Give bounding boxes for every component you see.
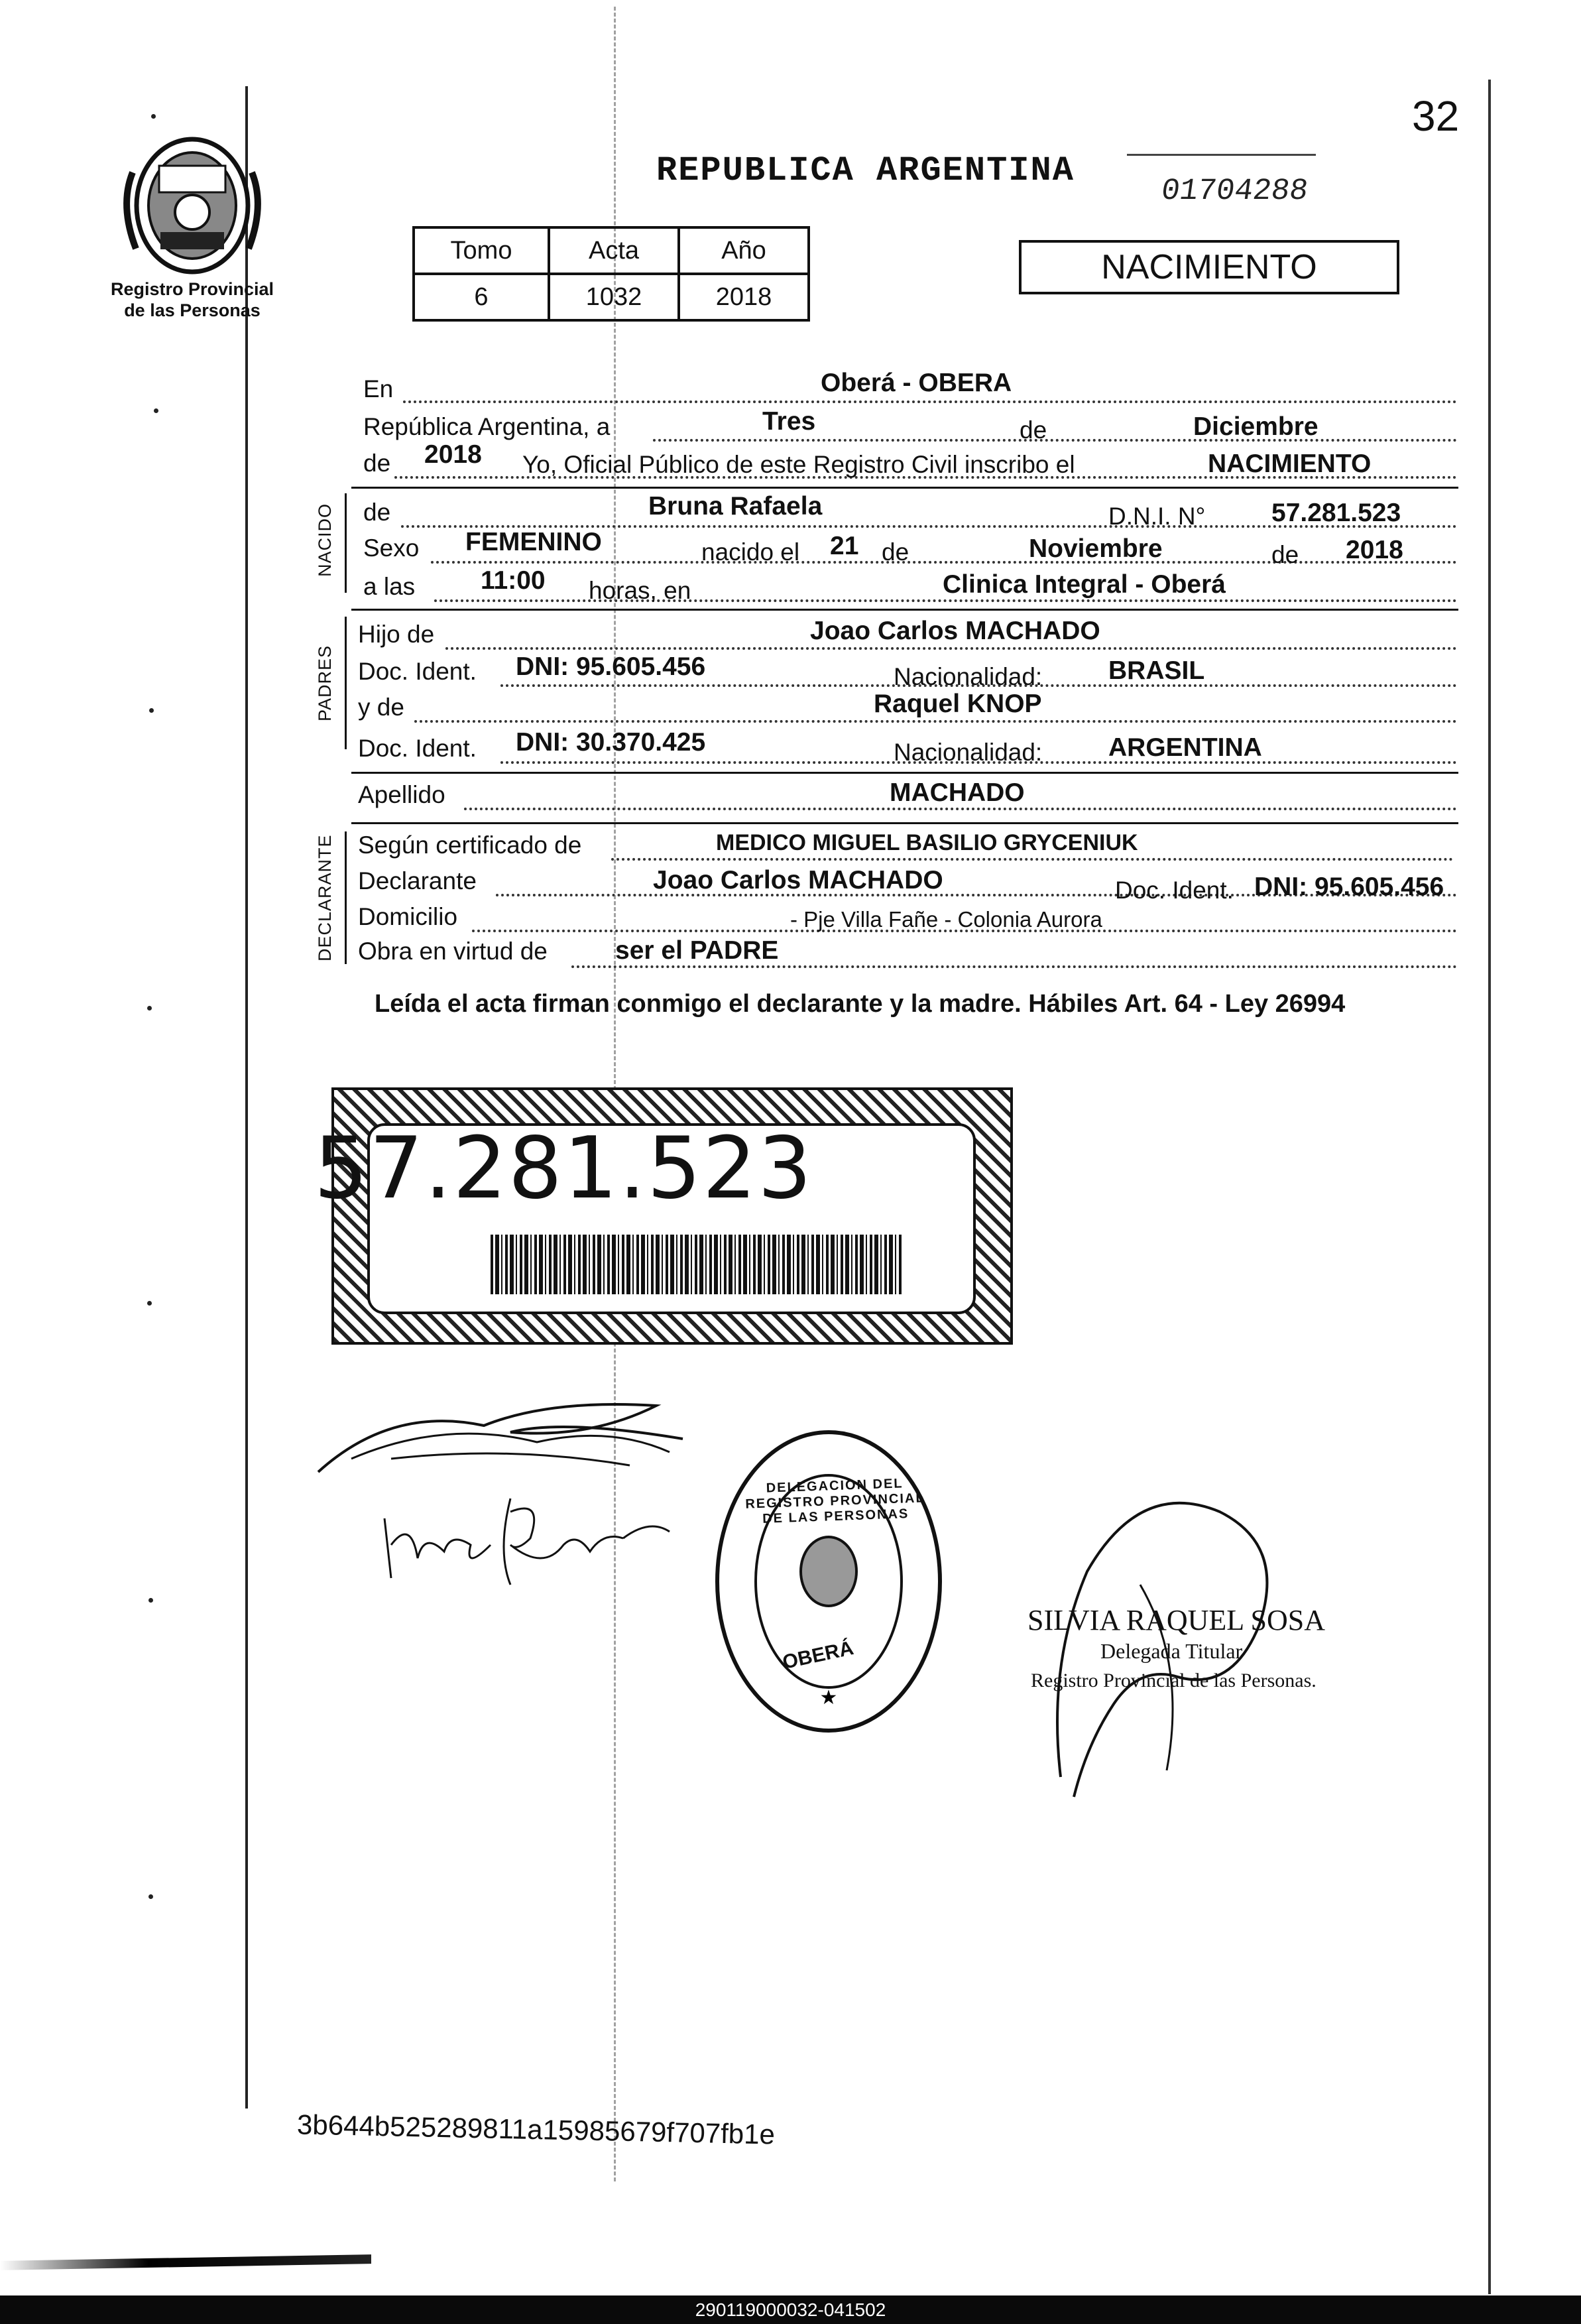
declarante-section-label: DECLARANTE <box>315 834 335 961</box>
dotted-leader <box>653 439 1457 442</box>
dotted-leader <box>414 720 1457 723</box>
logo-caption <box>80 278 305 321</box>
certificado-label: Según certificado de <box>358 831 582 859</box>
declarante-label: Declarante <box>358 867 477 894</box>
value-tomo: 6 <box>414 274 549 320</box>
father-name-value: Joao Carlos MACHADO <box>810 617 1100 645</box>
birth-month-value: Noviembre <box>1029 534 1163 563</box>
document-hash: 3b644b525289811a15985679f707fb1e <box>296 2109 776 2150</box>
dotted-leader <box>611 858 1453 861</box>
apellido-label: Apellido <box>358 781 445 808</box>
child-name-value: Bruna Rafaela <box>648 492 823 520</box>
hour-value: 11:00 <box>481 566 546 595</box>
y-de-label: y de <box>358 694 404 721</box>
dotted-leader <box>464 808 1457 810</box>
certificado-value: MEDICO MIGUEL BASILIO GRYCENIUK <box>716 830 1138 855</box>
page-number: 32 <box>1412 92 1460 140</box>
svg-text:★: ★ <box>819 1686 838 1709</box>
obra-label: Obra en virtud de <box>358 938 548 965</box>
en-label: En <box>363 375 394 402</box>
section-rule <box>351 609 1458 611</box>
value-ano: 2018 <box>679 274 809 320</box>
dotted-leader <box>431 561 1457 564</box>
official-seal <box>709 1426 948 1737</box>
section-rule <box>351 772 1458 774</box>
birth-place-value: Clinica Integral - Oberá <box>943 570 1226 599</box>
record-type-box: NACIMIENTO <box>1019 240 1399 294</box>
mother-nacionalidad-label: Nacionalidad: <box>894 739 1043 766</box>
nacido-el-label: nacido el <box>701 538 800 566</box>
footer-code: 290119000032-041502 <box>0 2295 1581 2324</box>
place-value: Oberá - OBERA <box>821 369 1012 397</box>
nacido-de-label: de <box>363 499 391 526</box>
header-tomo: Tomo <box>414 227 549 274</box>
registry-table <box>412 226 810 322</box>
dotted-leader <box>403 400 1457 403</box>
domicilio-label: Domicilio <box>358 903 458 930</box>
day-words-value: Tres <box>762 407 816 436</box>
nacido-section-label: NACIDO <box>315 503 335 577</box>
closing-text: Leída el acta firman conmigo el declarante y la madre. Hábiles Art. 64 - Ley 26994 <box>375 990 1346 1018</box>
scan-dot <box>148 1894 153 1899</box>
seal-city: OBERÁ <box>780 1637 856 1674</box>
dni-stamp-number: 57.281.523 <box>314 1119 813 1218</box>
document-title: REPUBLICA ARGENTINA <box>656 151 1075 190</box>
de-label-2: de <box>363 450 391 477</box>
scan-dot <box>149 708 154 713</box>
header-ano: Año <box>679 227 809 274</box>
mother-name-value: Raquel KNOP <box>874 690 1042 718</box>
republica-label: República Argentina, a <box>363 413 611 440</box>
padres-section-label: PADRES <box>315 644 335 721</box>
birth-de-label-2: de <box>1271 541 1299 568</box>
scan-dot <box>154 408 158 413</box>
header-acta: Acta <box>549 227 679 274</box>
officer-office: Registro Provincial de las Personas. <box>1031 1670 1317 1691</box>
month-value: Diciembre <box>1193 412 1318 441</box>
registry-table-header <box>414 227 809 274</box>
sexo-value: FEMENINO <box>465 528 602 556</box>
officer-name: SILVIA RAQUEL SOSA <box>1027 1604 1326 1636</box>
oficial-text: Yo, Oficial Público de este Registro Civil inscribo el <box>522 451 1075 478</box>
scan-dot <box>148 1598 153 1603</box>
scan-dot <box>151 114 156 119</box>
declarante-name-value: Joao Carlos MACHADO <box>653 866 943 894</box>
father-doc-value: DNI: 95.605.456 <box>516 652 706 681</box>
officer-role: Delegada Titular <box>1100 1639 1243 1663</box>
barcode <box>491 1235 902 1294</box>
father-nationality-value: BRASIL <box>1108 656 1205 685</box>
serial-number: 01704288 <box>1159 174 1311 208</box>
domicilio-value: - Pje Villa Fañe - Colonia Aurora <box>790 907 1102 932</box>
child-dni-value: 57.281.523 <box>1271 499 1401 527</box>
dotted-leader <box>571 965 1457 968</box>
father-doc-label: Doc. Ident. <box>358 658 477 685</box>
declarante-doc-value: DNI: 95.605.456 <box>1254 873 1444 901</box>
a-las-label: a las <box>363 573 416 600</box>
declarante-bracket <box>345 831 347 964</box>
mother-doc-value: DNI: 30.370.425 <box>516 728 706 757</box>
mother-nationality-value: ARGENTINA <box>1108 733 1262 762</box>
scan-dot <box>147 1301 152 1306</box>
birth-day-value: 21 <box>830 532 859 560</box>
birth-de-label: de <box>882 538 909 566</box>
scan-edge-mark <box>0 2254 371 2270</box>
dotted-leader <box>434 599 1457 602</box>
apellido-value: MACHADO <box>890 778 1025 807</box>
section-rule <box>351 487 1458 489</box>
year-value: 2018 <box>424 440 482 469</box>
declarante-doc-label: Doc. Ident. <box>1115 877 1234 904</box>
dni-label: D.N.I. N° <box>1108 503 1206 530</box>
logo-caption-line2: de las Personas <box>124 300 261 320</box>
provincial-coat-of-arms-logo <box>113 126 272 285</box>
section-rule <box>351 822 1458 824</box>
signature-declarante <box>312 1379 723 1618</box>
seal-ring-text: DELEGACION DEL REGISTRO PROVINCIAL DE LAS PERSONAS <box>744 1476 925 1526</box>
father-nacionalidad-label: Nacionalidad: <box>894 663 1043 690</box>
padres-bracket <box>345 617 347 749</box>
horas-label: horas, en <box>589 577 691 604</box>
inscribed-value: NACIMIENTO <box>1208 450 1372 478</box>
nacido-bracket <box>345 493 347 593</box>
logo-caption-line1: Registro Provincial <box>110 279 274 299</box>
dotted-leader <box>445 647 1457 650</box>
left-margin-line <box>245 86 248 2109</box>
scan-dot <box>147 1006 152 1010</box>
registry-table-values <box>414 274 809 320</box>
right-edge-line <box>1488 80 1491 2294</box>
mother-doc-label: Doc. Ident. <box>358 735 477 762</box>
value-acta: 1032 <box>549 274 679 320</box>
obra-value: ser el PADRE <box>615 936 779 965</box>
de-label: de <box>1020 416 1047 444</box>
sexo-label: Sexo <box>363 534 420 562</box>
birth-year-value: 2018 <box>1346 536 1403 564</box>
hijo-de-label: Hijo de <box>358 621 435 648</box>
